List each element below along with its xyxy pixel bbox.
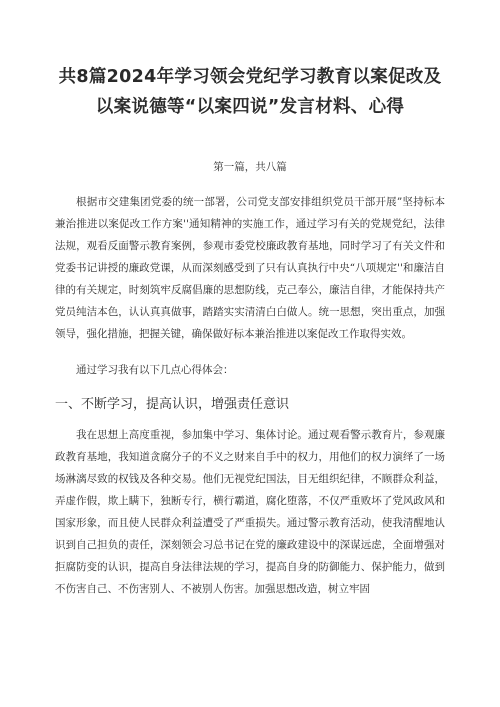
- document-title: 共8篇2024年学习领会党纪学习教育以案促改及以案说德等“以案四说”发言材料、心得: [58, 67, 442, 117]
- document-subtitle: 第一篇，共八篇: [213, 161, 287, 173]
- section-heading-1: 一、不断学习，提高认识，增强责任意识: [55, 397, 290, 412]
- body-paragraph-1: 根据市交建集团党委的统一部署，公司党支部安排组织党员干部开展”坚持标本兼治推进以案促改工作方案''通知精神的实施工作，通过学习有关的党规党纪，法律法规，观看反面警示教育案例，参观市委党校廉政教育基地，同时学习了有关文件和党委书记讲授的廉政党课，从而深刻感受到了只有认真执行中央“八项规定''和廉洁自律的有关规定，时刻筑牢反腐倡廉的思想防线，克己奉公，廉洁自律，才能保持共产党员纯洁本色，认认真真做事，踏踏实实清清白白做人。统一思想，突出重点，加强领导，强化措施，把握关键，确保做好标本兼治推进以案促改工作取得实效。: [55, 196, 445, 340]
- body-paragraph-2: 通过学习我有以下几点心得体会：: [76, 364, 234, 376]
- body-paragraph-3: 我在思想上高度重视，参加集中学习、集体讨论。通过观看警示教育片，参观廉政教育基地，我知道贪腐分子的不义之财来自手中的权力，用他们的权力演绎了一场场淋漓尽致的权钱及各种交易。他们无视党纪国法，目无组织纪律，不顾群众利益，弄虚作假，欺上瞒下，独断专行，横行霸道，腐化堕落，不仅严重败坏了党风政风和国家形象，而且使人民群众利益遭受了严重损失。通过警示教育活动，使我清醒地认识到自己担负的责任，深刻领会习总书记在党的廉政建设中的深谋远虑，全面增强对拒腐防变的认识，提高自身法律法规的学习，提高自身的防御能力、保护能力，做到不伤害自己、不伤害别人、不被别人伤害。加强思想改造，树立牢固: [55, 429, 445, 595]
